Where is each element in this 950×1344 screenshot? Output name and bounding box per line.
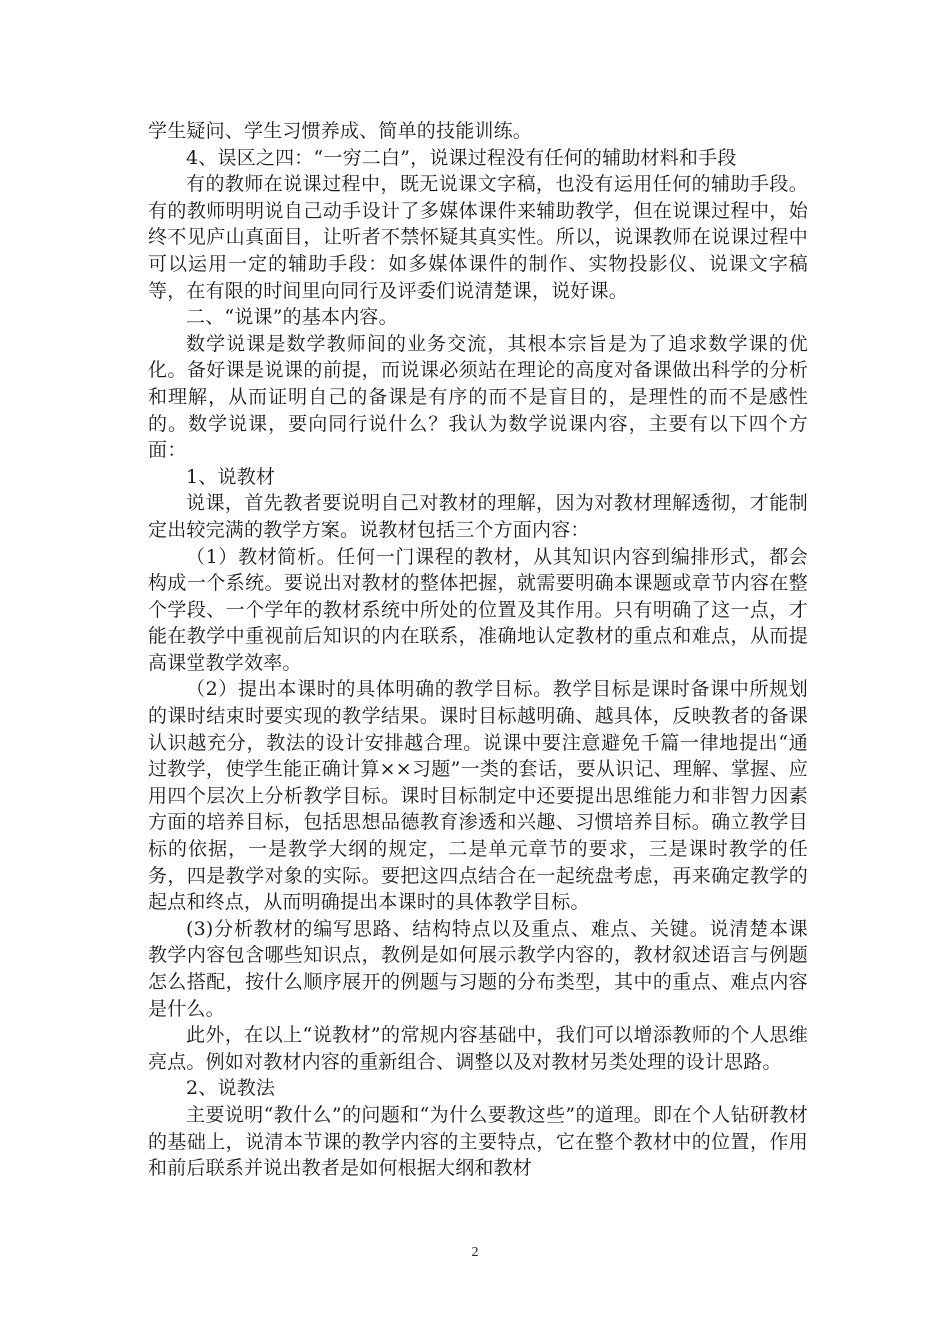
section-heading-misconception-4: 4、误区之四：“一穷二白”，说课过程没有任何的辅助材料和手段 [186, 146, 737, 169]
paragraph: （1）教材简析。任何一门课程的教材，从其知识内容到编排形式，都会构成一个系统。要说出对教材的整体把握，就需要明确本课题或章节内容在整个学段、一个学年的教材系统中所处的位置及其作用。只有明确了这一点，才能在教学中重视前后知识的内在联系，准确地认定教材的重点和难点，从而提高课堂教学效率。 [148, 545, 808, 674]
paragraph: (3)分析教材的编写思路、结构特点以及重点、难点、关键。说清楚本课教学内容包含哪些知识点，教例是如何展示教学内容的，教材叙述语言与例题怎么搭配，按什么顺序展开的例题与习题的分布类型，其中的重点、难点内容是什么。 [148, 917, 808, 1020]
page-number: 2 [471, 1245, 479, 1260]
section-heading-teaching-method: 2、说教法 [186, 1077, 276, 1100]
paragraph: 主要说明“教什么”的问题和“为什么要教这些”的道理。即在个人钻研教材的基础上，说清本节课的教学内容的主要特点，它在整个教材中的位置，作用和前后联系并说出教者是如何根据大纲和教材 [148, 1103, 808, 1180]
section-heading-textbook: 1、说教材 [186, 465, 276, 488]
paragraph: 有的教师在说课过程中，既无说课文字稿，也没有运用任何的辅助手段。有的教师明明说自己动手设计了多媒体课件来辅助教学，但在说课过程中，始终不见庐山真面目，让听者不禁怀疑其真实性。所以，说课教师在说课过程中可以运用一定的辅助手段：如多媒体课件的制作、实物投影仪、说课文字稿等，在有限的时间里向同行及评委们说清楚课，说好课。 [148, 173, 808, 302]
paragraph: 学生疑问、学生习惯养成、简单的技能训练。 [148, 120, 533, 142]
paragraph: 数学说课是数学教师间的业务交流，其根本宗旨是为了追求数学课的优化。备好课是说课的前提，而说课必须站在理论的高度对备课做出科学的分析和理解，从而证明自己的备课是有序的而不是盲目的，是理性的而不是感性的。数学说课，要向同行说什么？我认为数学说课内容，主要有以下四个方面： [148, 332, 808, 462]
paragraph: （2）提出本课时的具体明确的教学目标。教学目标是课时备课中所规划的课时结束时要实现的教学结果。课时目标越明确、越具体，反映教者的备课认识越充分，教法的设计安排越合理。说课中要注意避免千篇一律地提出“通过教学，使学生能正确计算××习题”一类的套话，要从识记、理解、掌握、应用四个层次上分析教学目标。课时目标制定中还要提出思维能力和非智力因素方面的培养目标，包括思想品德教育渗透和兴趣、习惯培养目标。确立教学目标的依据，一是教学大纲的规定，二是单元章节的要求，三是课时教学的任务，四是教学对象的实际。要把这四点结合在一起统盘考虑，再来确定教学的起点和终点，从而明确提出本课时的具体教学目标。 [148, 678, 808, 914]
section-heading-basic-content: 二、“说课”的基本内容。 [186, 306, 398, 329]
paragraph: 说课，首先教者要说明自己对教材的理解，因为对教材理解透彻，才能制定出较完满的教学方案。说教材包括三个方面内容： [148, 492, 808, 541]
paragraph: 此外，在以上“说教材”的常规内容基础中，我们可以增添教师的个人思维亮点。例如对教材内容的重新组合、调整以及对教材另类处理的设计思路。 [148, 1024, 808, 1073]
document-body [148, 118, 808, 1182]
